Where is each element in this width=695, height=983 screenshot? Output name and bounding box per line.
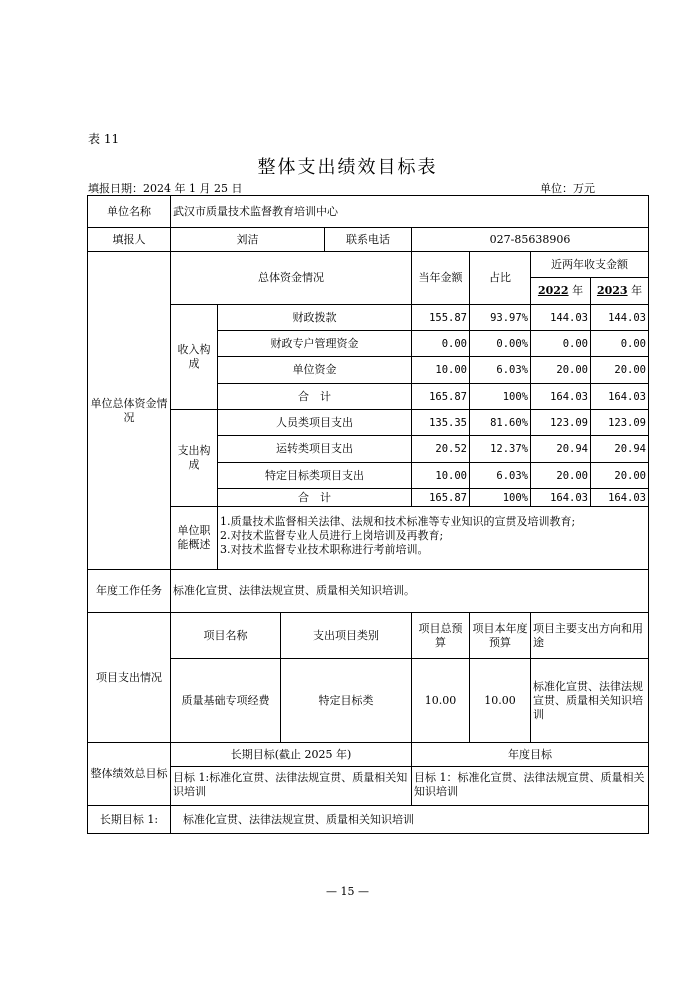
expense-total-ratio: 100%	[470, 489, 531, 507]
long-goal-1-text: 标准化宣贯、法律法规宣贯、质量相关知识培训	[171, 806, 649, 834]
expense-amount: 10.00	[412, 463, 470, 489]
unit-label: 单位：万元	[540, 182, 595, 195]
income-2023: 144.03	[591, 305, 649, 331]
page-title: 整体支出绩效目标表	[257, 157, 438, 178]
project-header-total: 项目总预算	[412, 613, 470, 659]
income-total-2022: 164.03	[531, 384, 591, 410]
income-2022: 144.03	[531, 305, 591, 331]
duties-label: 单位职能概述	[171, 507, 218, 570]
project-header-annual: 项目本年度预算	[470, 613, 531, 659]
project-header-name: 项目名称	[171, 613, 281, 659]
income-ratio: 93.97%	[470, 305, 531, 331]
year-2022-header: 2022 年	[531, 278, 591, 305]
funds-header-amount: 当年金额	[412, 252, 470, 305]
performance-table	[87, 195, 649, 834]
project-total: 10.00	[412, 659, 470, 743]
funds-header-total: 总体资金情况	[171, 252, 412, 305]
expense-item-name: 运转类项目支出	[218, 436, 412, 463]
expense-ratio: 6.03%	[470, 463, 531, 489]
filler-label: 填报人	[88, 228, 171, 252]
project-purpose: 标准化宣贯、法律法规宣贯、质量相关知识培训	[531, 659, 649, 743]
table-number: 表 11	[88, 132, 120, 146]
income-ratio: 0.00%	[470, 331, 531, 357]
income-ratio: 6.03%	[470, 357, 531, 384]
expense-ratio: 12.37%	[470, 436, 531, 463]
expense-2023: 20.94	[591, 436, 649, 463]
income-total-label: 合 计	[218, 384, 412, 410]
year-2023-header: 2023 年	[591, 278, 649, 305]
phone-value: 027-85638906	[412, 228, 649, 252]
expense-total-label: 合 计	[218, 489, 412, 507]
annual-goal-text: 目标 1：标准化宣贯、法律法规宣贯、质量相关知识培训	[412, 767, 649, 806]
filler-name: 刘洁	[171, 228, 325, 252]
income-item-name: 财政拨款	[218, 305, 412, 331]
income-amount: 155.87	[412, 305, 470, 331]
duty-line: 3.对技术监督专业技术职称进行考前培训。	[220, 543, 429, 556]
duties-text	[218, 507, 649, 570]
income-2022: 20.00	[531, 357, 591, 384]
funds-section-label: 单位总体资金情况	[88, 252, 171, 570]
long-goal-text: 目标 1:标准化宣贯、法律法规宣贯、质量相关知识培训	[171, 767, 412, 806]
income-2023: 0.00	[591, 331, 649, 357]
income-label: 收入构成	[171, 305, 218, 410]
project-category: 特定目标类	[281, 659, 412, 743]
annual-task-label: 年度工作任务	[88, 570, 171, 613]
project-annual: 10.00	[470, 659, 531, 743]
expense-total-2022: 164.03	[531, 489, 591, 507]
income-item-name: 单位资金	[218, 357, 412, 384]
expense-amount: 20.52	[412, 436, 470, 463]
fill-date: 填报日期：2024 年 1 月 25 日	[88, 182, 243, 195]
income-amount: 10.00	[412, 357, 470, 384]
project-name: 质量基础专项经费	[171, 659, 281, 743]
funds-header-recent: 近两年收支金额	[531, 252, 649, 278]
expense-amount: 135.35	[412, 410, 470, 436]
expense-item-name: 特定目标类项目支出	[218, 463, 412, 489]
expense-2022: 123.09	[531, 410, 591, 436]
long-goal-header: 长期目标(截止 2025 年)	[171, 743, 412, 767]
expense-2023: 123.09	[591, 410, 649, 436]
project-header-purpose: 项目主要支出方向和用途	[531, 613, 649, 659]
income-total-amount: 165.87	[412, 384, 470, 410]
expense-2022: 20.94	[531, 436, 591, 463]
annual-task-text: 标准化宣贯、法律法规宣贯、质量相关知识培训。	[171, 570, 649, 613]
funds-header-ratio: 占比	[470, 252, 531, 305]
project-header-category: 支出项目类别	[281, 613, 412, 659]
income-amount: 0.00	[412, 331, 470, 357]
goals-label: 整体绩效总目标	[88, 743, 171, 806]
income-total-2023: 164.03	[591, 384, 649, 410]
expense-total-amount: 165.87	[412, 489, 470, 507]
expense-label: 支出构成	[171, 410, 218, 507]
duty-line: 2.对技术监督专业人员进行上岗培训及再教育;	[220, 529, 444, 542]
income-total-ratio: 100%	[470, 384, 531, 410]
annual-goal-header: 年度目标	[412, 743, 649, 767]
expense-total-2023: 164.03	[591, 489, 649, 507]
long-goal-1-label: 长期目标 1:	[88, 806, 171, 834]
income-item-name: 财政专户管理资金	[218, 331, 412, 357]
expense-2023: 20.00	[591, 463, 649, 489]
projects-label: 项目支出情况	[88, 613, 171, 743]
expense-item-name: 人员类项目支出	[218, 410, 412, 436]
duty-line: 1.质量技术监督相关法律、法规和技术标准等专业知识的宣贯及培训教育;	[220, 515, 576, 528]
expense-ratio: 81.60%	[470, 410, 531, 436]
org-name: 武汉市质量技术监督教育培训中心	[171, 196, 649, 228]
expense-2022: 20.00	[531, 463, 591, 489]
income-2022: 0.00	[531, 331, 591, 357]
income-2023: 20.00	[591, 357, 649, 384]
page-number: — 15 —	[326, 885, 369, 898]
org-label: 单位名称	[88, 196, 171, 228]
phone-label: 联系电话	[325, 228, 412, 252]
